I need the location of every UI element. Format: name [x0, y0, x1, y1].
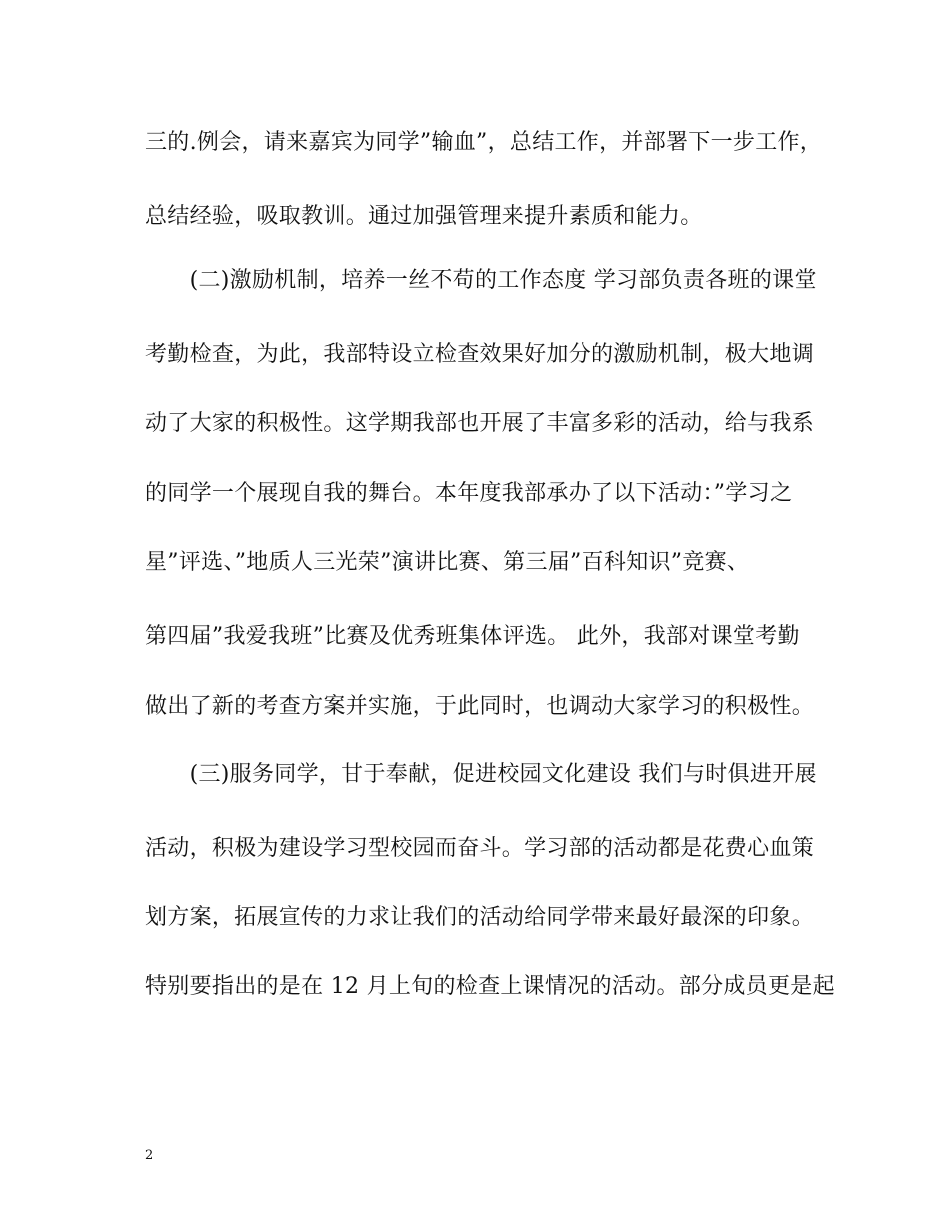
body-text-line: 三的.例会，请来嘉宾为同学”输血”，总结工作，并部署下一步工作，: [145, 130, 823, 155]
body-text-line: 星”评选、”地质人三光荣”演讲比赛、第三届”百科知识”竞赛、: [145, 550, 750, 575]
body-text-line: 第四届”我爱我班”比赛及优秀班集体评选。 此外，我部对课堂考勤: [145, 624, 800, 649]
page-number: 2: [145, 1148, 154, 1163]
body-text-line: 动了大家的积极性。这学期我部也开展了丰富多彩的活动，给与我系: [145, 411, 815, 436]
body-text-line: (二)激励机制，培养一丝不苟的工作态度 学习部负责各班的课堂: [145, 268, 817, 293]
body-text-line: 做出了新的考查方案并实施，于此同时，也调动大家学习的积极性。: [145, 694, 815, 719]
body-text-line: 特别要指出的是在 12 月上旬的检查上课情况的活动。部分成员更是起: [145, 974, 835, 999]
body-text-line: 总结经验，吸取教训。通过加强管理来提升素质和能力。: [145, 204, 703, 229]
body-text-line: 划方案，拓展宣传的力求让我们的活动给同学带来最好最深的印象。: [145, 905, 815, 930]
body-text-line: 考勤检查，为此，我部特设立检查效果好加分的激励机制，极大地调: [145, 342, 815, 367]
body-text-line: 活动，积极为建设学习型校园而奋斗。学习部的活动都是花费心血策: [145, 836, 815, 861]
body-text-line: (三)服务同学，甘于奉献，促进校园文化建设 我们与时俱进开展: [145, 762, 817, 787]
body-text-line: 的同学一个展现自我的舞台。本年度我部承办了以下活动：”学习之: [145, 481, 793, 506]
